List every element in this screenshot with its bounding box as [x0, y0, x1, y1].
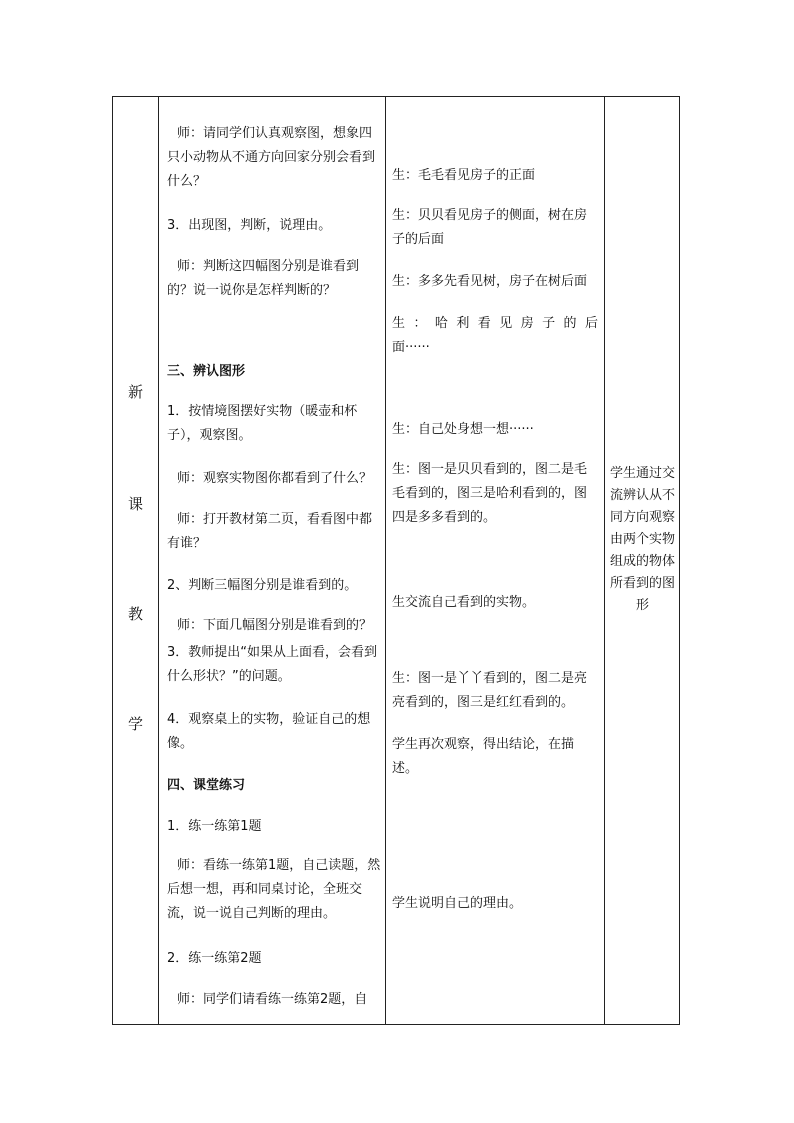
- lesson-table: [112, 96, 680, 1025]
- stage-char: 新: [127, 383, 143, 401]
- paragraph: 师：同学们请看练一练第2题，自: [177, 992, 368, 1007]
- paragraph: 3．教师提出“如果从上面看，会看到什么形状？”的问题。: [167, 645, 378, 684]
- section-heading: 四、课堂练习: [167, 778, 246, 793]
- paragraph: 生：自己处身想一想······: [392, 422, 534, 437]
- stage-char: 学: [127, 715, 143, 733]
- stage-column: [113, 97, 158, 1024]
- paragraph: 师：请同学们认真观察图，想象四只小动物从不通方向回家分别会看到什么？: [167, 126, 376, 189]
- section-heading: 三、辨认图形: [167, 364, 246, 379]
- paragraph: 面······: [392, 340, 430, 355]
- paragraph: 2．练一练第2题: [167, 951, 262, 966]
- paragraph: 师：看练一练第1题，自己读题，然后想一想，再和同桌讨论，全班交流，说一说自己判断的理由。: [167, 858, 381, 921]
- design-intent-column: [605, 97, 680, 1024]
- stage-char: 课: [127, 495, 143, 513]
- paragraph: 1．练一练第1题: [167, 819, 262, 834]
- paragraph: 师：打开教材第二页，看看图中都有谁？: [167, 512, 373, 551]
- paragraph: 师：判断这四幅图分别是谁看到的？说一说你是怎样判断的？: [167, 259, 360, 298]
- paragraph: 2、判断三幅图分别是谁看到的。: [167, 578, 358, 593]
- paragraph: 生：贝贝看见房子的侧面，树在房子的后面: [392, 208, 588, 247]
- paragraph: 4．观察桌上的实物，验证自己的想像。: [167, 712, 371, 751]
- paragraph: 3．出现图，判断，说理由。: [167, 218, 332, 233]
- paragraph: 师：下面几幅图分别是谁看到的？: [177, 618, 373, 633]
- stage-char: 教: [127, 605, 143, 623]
- paragraph: 生：图一是丫丫看到的，图二是亮亮看到的，图三是红红看到的。: [392, 671, 588, 710]
- paragraph: 师：观察实物图你都看到了什么？: [177, 471, 373, 486]
- paragraph: 生：哈利看见房子的后: [392, 316, 598, 331]
- paragraph: 生：毛毛看见房子的正面: [392, 168, 536, 183]
- paragraph: 1．按情境图摆好实物（暖壶和杯子），观察图。: [167, 404, 358, 443]
- student-activity-column: [386, 97, 604, 1024]
- paragraph: 学生再次观察，得出结论，在描述。: [392, 737, 575, 776]
- paragraph: 学生说明自己的理由。: [392, 896, 523, 911]
- design-note: 学生通过交流辨认从不同方向观察由两个实物组成的物体所看到的图形: [609, 466, 675, 613]
- paragraph: 生：图一是贝贝看到的，图二是毛毛看到的，图三是哈利看到的，图四是多多看到的。: [392, 462, 588, 525]
- teacher-activity-column: [159, 97, 385, 1024]
- paragraph: 生交流自己看到的实物。: [392, 595, 536, 610]
- paragraph: 生：多多先看见树，房子在树后面: [392, 274, 588, 289]
